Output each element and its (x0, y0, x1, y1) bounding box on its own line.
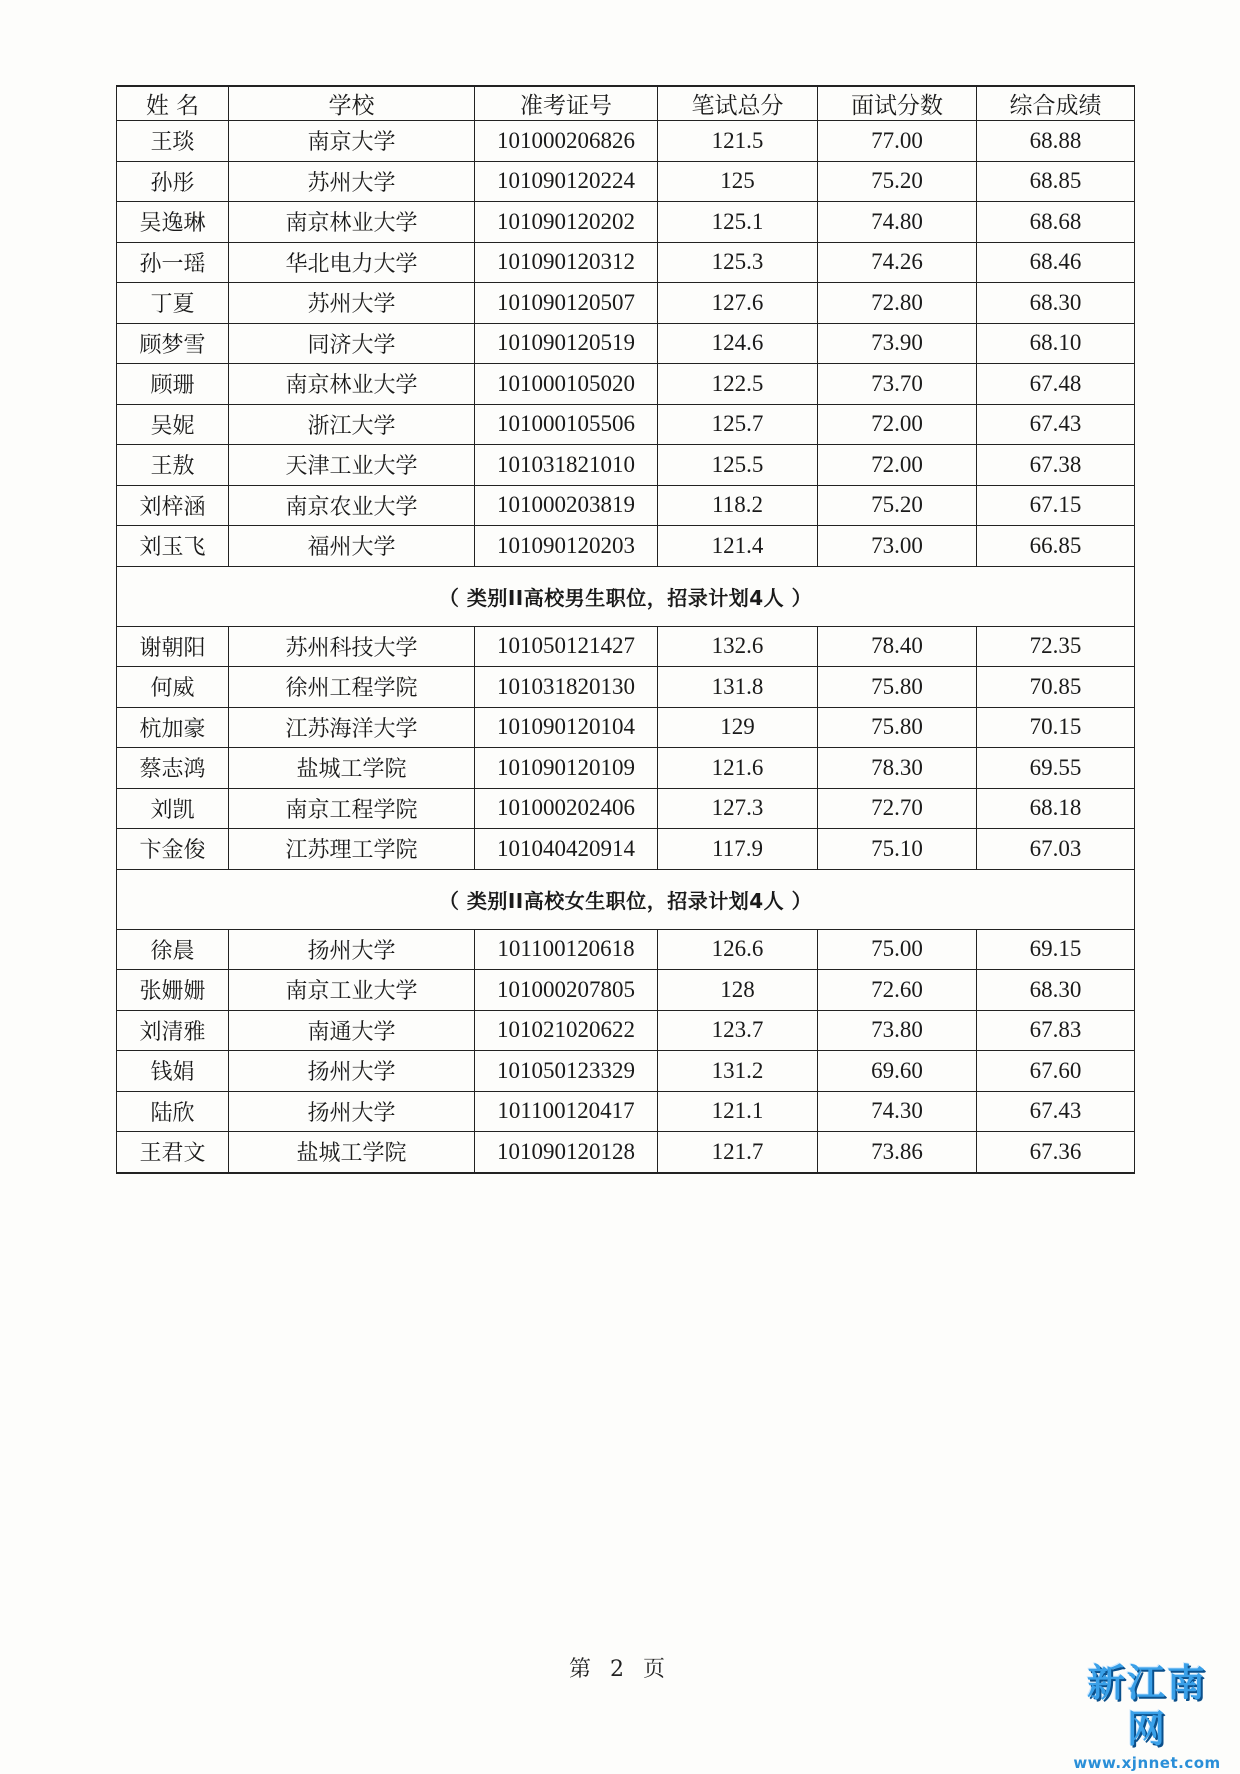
cell-name: 何威 (117, 667, 229, 708)
table-row (117, 404, 1135, 445)
cell-ticket-number: 101040420914 (475, 829, 658, 870)
cell-name: 刘清雅 (117, 1010, 229, 1051)
table-row (117, 445, 1135, 486)
cell-interview-score: 75.80 (818, 667, 977, 708)
site-watermark (1072, 1660, 1222, 1772)
cell-name: 丁夏 (117, 283, 229, 324)
cell-name: 张姗姗 (117, 970, 229, 1011)
cell-interview-score: 72.80 (818, 283, 977, 324)
cell-ticket-number: 101100120618 (475, 929, 658, 970)
cell-school: 盐城工学院 (229, 748, 475, 789)
cell-ticket-number: 101050121427 (475, 626, 658, 667)
cell-name: 刘梓涵 (117, 485, 229, 526)
cell-interview-score: 77.00 (818, 121, 977, 162)
cell-interview-score: 72.00 (818, 445, 977, 486)
cell-name: 钱娟 (117, 1051, 229, 1092)
table-row (117, 788, 1135, 829)
cell-ticket-number: 101090120224 (475, 161, 658, 202)
cell-school: 南京大学 (229, 121, 475, 162)
cell-interview-score: 78.40 (818, 626, 977, 667)
header-interview-score: 面试分数 (818, 86, 977, 121)
cell-total-score: 69.55 (977, 748, 1135, 789)
cell-total-score: 68.85 (977, 161, 1135, 202)
cell-written-score: 121.7 (658, 1132, 818, 1173)
cell-written-score: 123.7 (658, 1010, 818, 1051)
cell-name: 王敖 (117, 445, 229, 486)
watermark-url: www.xjnnet.com (1073, 1754, 1221, 1772)
cell-total-score: 68.46 (977, 242, 1135, 283)
cell-written-score: 121.5 (658, 121, 818, 162)
cell-school: 苏州科技大学 (229, 626, 475, 667)
table-row (117, 970, 1135, 1011)
cell-written-score: 125.1 (658, 202, 818, 243)
table-row (117, 323, 1135, 364)
cell-written-score: 127.3 (658, 788, 818, 829)
cell-total-score: 68.30 (977, 283, 1135, 324)
cell-school: 南通大学 (229, 1010, 475, 1051)
cell-written-score: 132.6 (658, 626, 818, 667)
cell-ticket-number: 101090120128 (475, 1132, 658, 1173)
table-row (117, 1010, 1135, 1051)
cell-name: 陆欣 (117, 1091, 229, 1132)
table-row (117, 929, 1135, 970)
cell-school: 苏州大学 (229, 283, 475, 324)
cell-written-score: 131.8 (658, 667, 818, 708)
table-row (117, 1091, 1135, 1132)
cell-interview-score: 73.00 (818, 526, 977, 567)
cell-interview-score: 75.20 (818, 485, 977, 526)
cell-school: 南京工业大学 (229, 970, 475, 1011)
cell-ticket-number: 101031821010 (475, 445, 658, 486)
cell-ticket-number: 101000206826 (475, 121, 658, 162)
cell-total-score: 67.48 (977, 364, 1135, 405)
cell-name: 蔡志鸿 (117, 748, 229, 789)
cell-written-score: 131.2 (658, 1051, 818, 1092)
cell-total-score: 67.36 (977, 1132, 1135, 1173)
cell-interview-score: 72.00 (818, 404, 977, 445)
cell-school: 南京工程学院 (229, 788, 475, 829)
cell-ticket-number: 101090120507 (475, 283, 658, 324)
cell-ticket-number: 101090120519 (475, 323, 658, 364)
cell-interview-score: 74.30 (818, 1091, 977, 1132)
cell-ticket-number: 101090120202 (475, 202, 658, 243)
cell-ticket-number: 101000105020 (475, 364, 658, 405)
cell-interview-score: 75.20 (818, 161, 977, 202)
section-title-female: （ 类别II高校女生职位，招录计划4人 ） (117, 869, 1135, 929)
cell-interview-score: 69.60 (818, 1051, 977, 1092)
table-row (117, 526, 1135, 567)
cell-name: 孙一瑶 (117, 242, 229, 283)
cell-name: 卞金俊 (117, 829, 229, 870)
cell-ticket-number: 101100120417 (475, 1091, 658, 1132)
cell-total-score: 67.38 (977, 445, 1135, 486)
cell-ticket-number: 101000202406 (475, 788, 658, 829)
page-number: 第 2 页 (569, 1657, 671, 1682)
watermark-site-name: 新江南网 (1086, 1661, 1207, 1751)
score-table (116, 85, 1135, 1174)
cell-total-score: 70.15 (977, 707, 1135, 748)
cell-name: 顾珊 (117, 364, 229, 405)
header-written-score: 笔试总分 (658, 86, 818, 121)
cell-interview-score: 78.30 (818, 748, 977, 789)
section-row (117, 566, 1135, 626)
table-row (117, 161, 1135, 202)
cell-written-score: 127.6 (658, 283, 818, 324)
cell-written-score: 125.7 (658, 404, 818, 445)
cell-written-score: 126.6 (658, 929, 818, 970)
cell-total-score: 67.43 (977, 404, 1135, 445)
cell-written-score: 121.1 (658, 1091, 818, 1132)
cell-total-score: 67.03 (977, 829, 1135, 870)
cell-school: 华北电力大学 (229, 242, 475, 283)
cell-name: 杭加豪 (117, 707, 229, 748)
cell-written-score: 125.3 (658, 242, 818, 283)
cell-ticket-number: 101050123329 (475, 1051, 658, 1092)
table-row (117, 626, 1135, 667)
cell-school: 盐城工学院 (229, 1132, 475, 1173)
table-row (117, 242, 1135, 283)
cell-name: 刘凯 (117, 788, 229, 829)
cell-total-score: 68.30 (977, 970, 1135, 1011)
table-row (117, 829, 1135, 870)
table-body (117, 121, 1135, 1173)
cell-total-score: 68.68 (977, 202, 1135, 243)
cell-written-score: 121.6 (658, 748, 818, 789)
cell-name: 王君文 (117, 1132, 229, 1173)
cell-school: 江苏理工学院 (229, 829, 475, 870)
table-row (117, 667, 1135, 708)
table-row (117, 202, 1135, 243)
cell-name: 刘玉飞 (117, 526, 229, 567)
table-row (117, 748, 1135, 789)
cell-school: 扬州大学 (229, 1091, 475, 1132)
table-row (117, 1132, 1135, 1173)
cell-written-score: 128 (658, 970, 818, 1011)
section-title-male: （ 类别II高校男生职位，招录计划4人 ） (117, 566, 1135, 626)
cell-school: 扬州大学 (229, 1051, 475, 1092)
cell-name: 谢朝阳 (117, 626, 229, 667)
cell-ticket-number: 101031820130 (475, 667, 658, 708)
cell-interview-score: 72.70 (818, 788, 977, 829)
table-row (117, 485, 1135, 526)
cell-school: 江苏海洋大学 (229, 707, 475, 748)
cell-written-score: 125.5 (658, 445, 818, 486)
section-row (117, 869, 1135, 929)
cell-name: 徐晨 (117, 929, 229, 970)
cell-name: 顾梦雪 (117, 323, 229, 364)
table-row (117, 364, 1135, 405)
header-school: 学校 (229, 86, 475, 121)
cell-interview-score: 73.70 (818, 364, 977, 405)
cell-total-score: 67.15 (977, 485, 1135, 526)
cell-name: 王琰 (117, 121, 229, 162)
cell-interview-score: 75.80 (818, 707, 977, 748)
cell-interview-score: 72.60 (818, 970, 977, 1011)
cell-total-score: 66.85 (977, 526, 1135, 567)
cell-ticket-number: 101000105506 (475, 404, 658, 445)
cell-interview-score: 73.90 (818, 323, 977, 364)
table-row (117, 121, 1135, 162)
cell-school: 福州大学 (229, 526, 475, 567)
cell-name: 吴妮 (117, 404, 229, 445)
cell-school: 南京农业大学 (229, 485, 475, 526)
cell-interview-score: 73.86 (818, 1132, 977, 1173)
cell-total-score: 70.85 (977, 667, 1135, 708)
cell-name: 吴逸琳 (117, 202, 229, 243)
cell-name: 孙彤 (117, 161, 229, 202)
cell-school: 浙江大学 (229, 404, 475, 445)
cell-written-score: 124.6 (658, 323, 818, 364)
cell-total-score: 67.43 (977, 1091, 1135, 1132)
cell-total-score: 68.18 (977, 788, 1135, 829)
header-name: 姓 名 (117, 86, 229, 121)
cell-school: 徐州工程学院 (229, 667, 475, 708)
cell-ticket-number: 101090120312 (475, 242, 658, 283)
cell-total-score: 67.60 (977, 1051, 1135, 1092)
table-row (117, 283, 1135, 324)
cell-school: 南京林业大学 (229, 364, 475, 405)
cell-interview-score: 73.80 (818, 1010, 977, 1051)
table-header-row (117, 86, 1135, 121)
cell-ticket-number: 101000207805 (475, 970, 658, 1011)
cell-total-score: 72.35 (977, 626, 1135, 667)
table-row (117, 1051, 1135, 1092)
cell-written-score: 129 (658, 707, 818, 748)
cell-ticket-number: 101090120109 (475, 748, 658, 789)
cell-school: 同济大学 (229, 323, 475, 364)
cell-school: 南京林业大学 (229, 202, 475, 243)
cell-interview-score: 75.10 (818, 829, 977, 870)
cell-interview-score: 74.80 (818, 202, 977, 243)
header-ticket-number: 准考证号 (475, 86, 658, 121)
cell-written-score: 121.4 (658, 526, 818, 567)
cell-ticket-number: 101000203819 (475, 485, 658, 526)
cell-total-score: 68.88 (977, 121, 1135, 162)
cell-interview-score: 74.26 (818, 242, 977, 283)
table-row (117, 707, 1135, 748)
cell-ticket-number: 101090120203 (475, 526, 658, 567)
cell-school: 苏州大学 (229, 161, 475, 202)
cell-written-score: 118.2 (658, 485, 818, 526)
cell-total-score: 69.15 (977, 929, 1135, 970)
cell-written-score: 122.5 (658, 364, 818, 405)
cell-ticket-number: 101021020622 (475, 1010, 658, 1051)
cell-total-score: 67.83 (977, 1010, 1135, 1051)
cell-written-score: 125 (658, 161, 818, 202)
cell-interview-score: 75.00 (818, 929, 977, 970)
cell-total-score: 68.10 (977, 323, 1135, 364)
cell-written-score: 117.9 (658, 829, 818, 870)
cell-school: 扬州大学 (229, 929, 475, 970)
header-total-score: 综合成绩 (977, 86, 1135, 121)
cell-school: 天津工业大学 (229, 445, 475, 486)
cell-ticket-number: 101090120104 (475, 707, 658, 748)
